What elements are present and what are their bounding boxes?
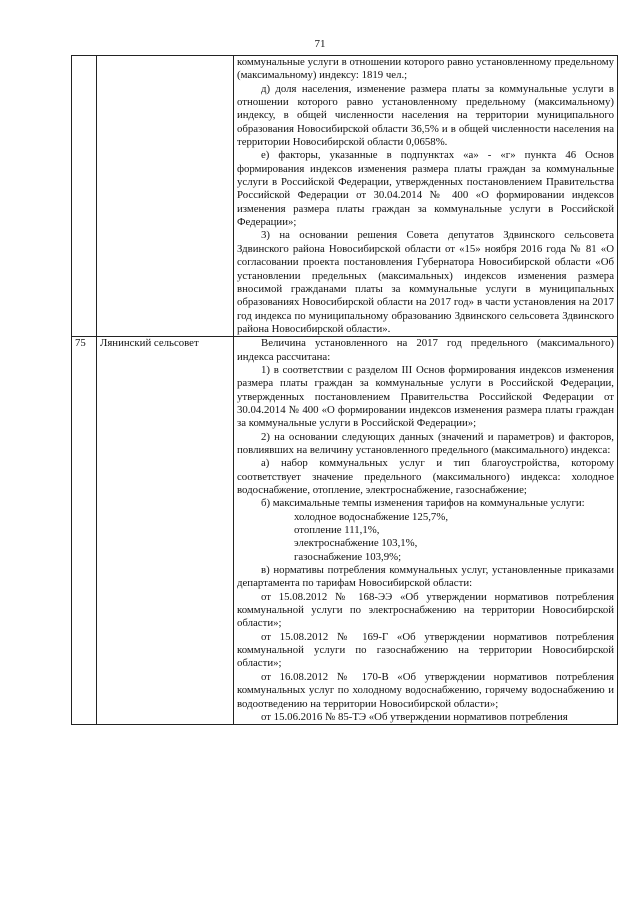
description-cell (234, 56, 618, 337)
paragraph: от 16.08.2012 № 170-В «Об утверждении нормативов потребления коммунальных услуг по холодному водоснабжению, горячему водоснабжению и водоотведению на территории Новосибирской области»; (237, 670, 614, 710)
paragraph: от 15.08.2012 № 169-Г «Об утверждении нормативов потребления коммунальной услуги по газоснабжению на территории Новосибирской области»; (237, 630, 614, 670)
paragraph: от 15.08.2012 № 168-ЭЭ «Об утверждении нормативов потребления коммунальной услуги по электроснабжению на территории Новосибирской области»; (237, 590, 614, 630)
paragraph: е) факторы, указанные в подпунктах «а» - «г» пункта 46 Основ формирования индексов изменения размера платы граждан за коммунальные услуги в Российской Федерации, утвержденных постановлением Правительства Российской Федерации от 30.04.2014 № 400 «О формировании индексов изменения размера платы граждан за коммунальные услуги в Российской Федерации»; (237, 149, 614, 229)
municipality-name-cell: Лянинский сельсовет (97, 337, 234, 725)
paragraph: газоснабжение 103,9%; (294, 550, 402, 563)
paragraph: коммунальные услуги в отношении которого равно установленному предельному (максимальному) индексу: 1819 чел.; (237, 56, 614, 82)
paragraph: в) нормативы потребления коммунальных услуг, установленные приказами департамента по тарифам Новосибирской области: (237, 564, 614, 590)
document-table (71, 55, 618, 725)
paragraph: 2) на основании следующих данных (значений и параметров) и факторов, повлиявших на величину установленного предельного (максимального) индекса: (237, 430, 614, 456)
paragraph: 1) в соответствии с разделом III Основ формирования индексов изменения размера платы граждан за коммунальные услуги в Российской Федерации, утвержденных постановлением Правительства Российской Федерации от 30.04.2014 № 400 «О формировании индексов изменения размера платы граждан за коммунальные услуги в Российской Федерации»; (237, 363, 614, 430)
paragraph: от 15.06.2016 № 85-ТЭ «Об утверждении нормативов потребления (261, 710, 568, 723)
paragraph: холодное водоснабжение 125,7%, (294, 510, 449, 523)
row-number-cell (72, 56, 97, 337)
paragraph: б) максимальные темпы изменения тарифов на коммунальные услуги: (261, 497, 585, 510)
paragraph: 3) на основании решения Совета депутатов Здвинского сельсовета Здвинского района Новосибирской области от «15» ноября 2016 года № 81 «О согласовании проекта постановления Губернатора Новосибирской области «Об установлении предельных (максимальных) индексов изменения размера вносимой гражданами платы за коммунальные услуги в муниципальных образованиях Новосибирской области на 2017 год» в части установления на 2017 год индекса по муниципальному образованию Здвинского сельсовета Здвинского района Новосибирской области». (237, 229, 614, 335)
table-row (72, 56, 618, 337)
paragraph: Величина установленного на 2017 год предельного (максимального) индекса рассчитана: (237, 337, 614, 363)
page-number: 71 (314, 38, 326, 50)
paragraph: а) набор коммунальных услуг и тип благоустройства, которому соответствует значение предельного (максимального) индекса: холодное водоснабжение, отопление, электроснабжение, газоснабжение; (237, 457, 614, 496)
description-cell (234, 337, 618, 725)
paragraph: электроснабжение 103,1%, (294, 537, 418, 550)
paragraph: д) доля населения, изменение размера платы за коммунальные услуги в отношении которого равно установленному предельному (максимальному) индексу, в общей численности населения на территории муниципального образования Новосибирской области 36,5% и в общей численности населения на территории Новосибирской области 0,0658%. (237, 82, 614, 149)
table-row (72, 337, 618, 725)
row-number-cell: 75 (72, 337, 97, 725)
paragraph: отопление 111,1%, (294, 524, 380, 537)
municipality-name-cell (97, 56, 234, 337)
